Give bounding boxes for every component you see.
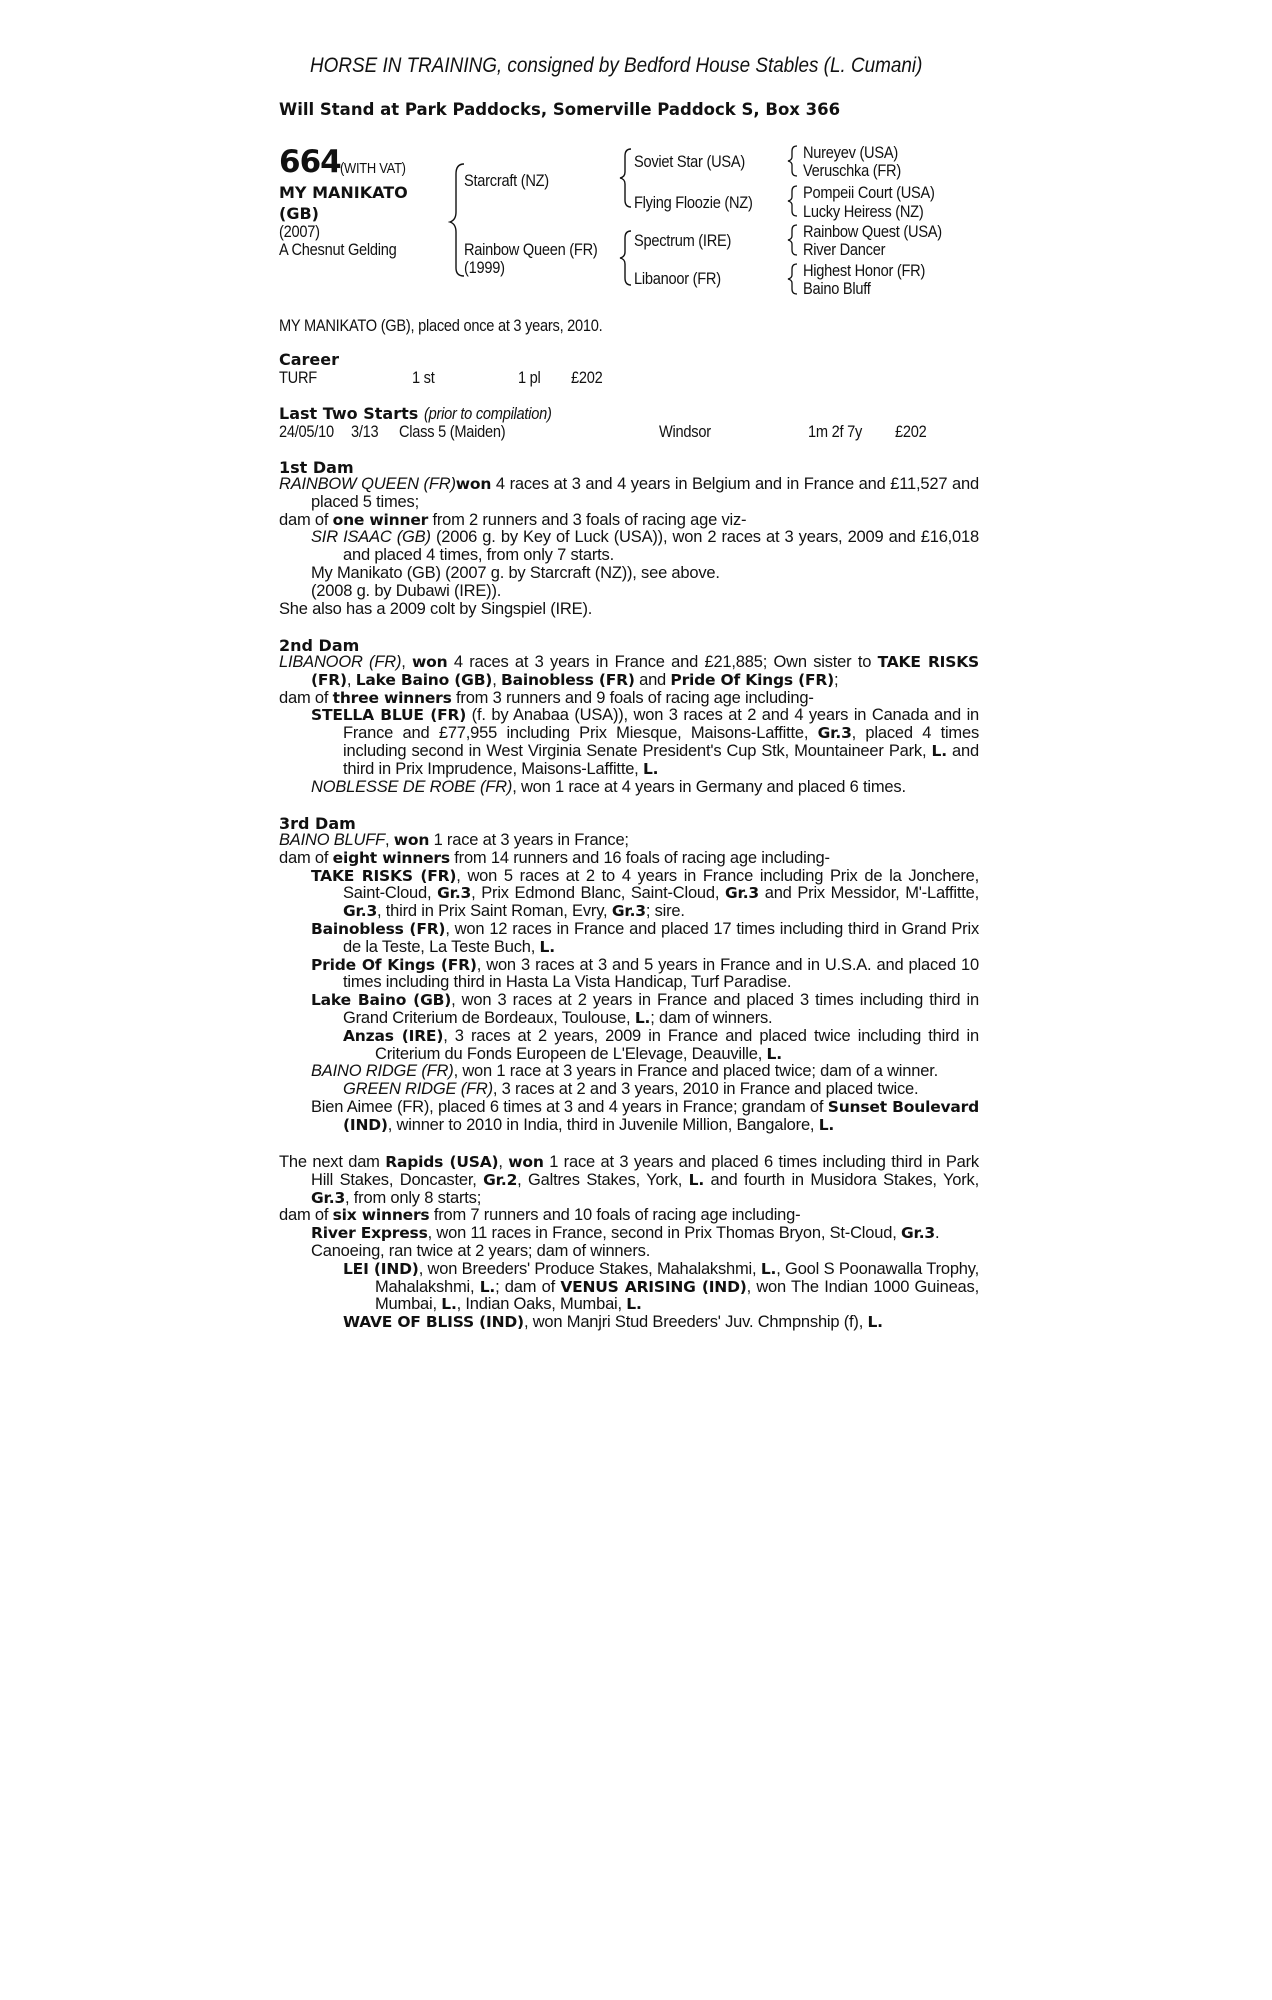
listed: L. — [818, 1115, 835, 1134]
dam2-section — [279, 654, 979, 796]
pedigree-brace-dam — [618, 228, 634, 288]
last-starts-heading: Last Two Starts — [279, 404, 419, 423]
dam3-section — [279, 832, 979, 1135]
dam3-record: BAINO BLUFF, won 1 race at 3 years in France; — [279, 831, 629, 849]
offspring-text: , 3 races at 2 and 3 years, 2010 in France and placed twice. — [492, 1080, 919, 1099]
pedigree-sire-sire: Soviet Star (USA) — [634, 152, 745, 171]
offspring-text: ; dam of winners. — [650, 1008, 773, 1027]
sibling-2: Lake Baino (GB) — [355, 670, 493, 689]
listed: L. — [766, 1044, 782, 1063]
pedigree-g3: Pompeii Court (USA) — [803, 183, 935, 202]
career-placed: 1 pl — [518, 368, 541, 387]
dam2-offspring-1 — [279, 707, 979, 778]
dam1-offspring-1 — [279, 529, 979, 565]
dam3-offspring-4 — [279, 992, 979, 1028]
dam3-produce — [279, 850, 979, 868]
offspring-name: GREEN RIDGE (FR) — [343, 1080, 493, 1099]
dam3-offspring-5 — [279, 1063, 979, 1081]
last-starts-note: (prior to compilation) — [423, 404, 552, 423]
offspring-name: Pride Of Kings (FR) — [311, 955, 477, 974]
sibling-3: Bainobless (FR) — [500, 670, 635, 689]
listed: L. — [688, 1170, 705, 1189]
grade: Gr.3 — [724, 884, 760, 903]
pedigree-brace-g3 — [786, 222, 800, 258]
offspring-name: Bainobless (FR) — [311, 919, 446, 938]
offspring-text: ; dam of — [495, 1277, 561, 1296]
offspring-text: , 3 races at 2 years, 2009 in France and placed twice including third in Criterium du Fonds Europeen de L'Elevage, Deauville, — [375, 1026, 979, 1063]
pedigree-g5: Rainbow Quest (USA) — [803, 222, 942, 241]
dam1-offspring-2: My Manikato (GB) (2007 g. by Starcraft (NZ)), see above. — [311, 563, 720, 582]
offspring-name: TAKE RISKS (FR) — [311, 866, 457, 885]
grade: Gr.3 — [611, 902, 646, 921]
last-starts-title — [279, 404, 572, 424]
next-dam-won: won — [508, 1153, 544, 1171]
dam2-produce — [279, 690, 979, 708]
pedigree-dam: Rainbow Queen (FR) — [464, 240, 598, 259]
offspring-name: WAVE OF BLISS (IND) — [343, 1313, 524, 1332]
career-surface: TURF — [279, 368, 317, 387]
pedigree-g1: Nureyev (USA) — [803, 143, 898, 162]
start-prize: £202 — [895, 422, 927, 441]
vat-note: (WITH VAT) — [340, 160, 406, 177]
dam1-also: She also has a 2009 colt by Singspiel (IRE). — [279, 599, 593, 618]
next-dam-offspring-2: Canoeing, ran twice at 2 years; dam of winners. — [311, 1241, 651, 1260]
offspring-name: Anzas (IRE) — [343, 1026, 444, 1045]
dam3-name: BAINO BLUFF — [279, 831, 385, 849]
dam2-winners: three winners — [332, 688, 452, 707]
separator: ; — [834, 670, 839, 689]
pedigree-brace-g4 — [786, 261, 800, 297]
offspring-text: , won 1 race at 4 years in Germany and placed 6 times. — [512, 777, 906, 796]
pedigree-brace-sire — [618, 146, 634, 210]
listed: L. — [441, 1295, 457, 1314]
grade: Gr.3 — [437, 884, 472, 903]
dam3-offspring-5-produce — [279, 1081, 979, 1099]
dam3-damof: dam of — [279, 848, 333, 867]
offspring-name: Lake Baino (GB) — [311, 991, 452, 1010]
next-dam-section — [279, 1154, 979, 1332]
pedigree-dam-dam: Libanoor (FR) — [634, 269, 721, 288]
offspring-text: , placed 4 times including second in West Virginia Senate President's Cup Stk, Mountaineer Park, — [343, 724, 979, 760]
dam1-produce-text: from 2 runners and 3 foals of racing age viz- — [428, 510, 747, 529]
start-position: 3/13 — [351, 422, 379, 441]
offspring-text: , won 3 races at 2 years in France and placed 3 times including third in Grand Criterium de Bordeaux, Toulouse, — [343, 991, 979, 1027]
dam1-name: RAINBOW QUEEN (FR) — [279, 475, 456, 493]
dam3-produce-text: from 14 runners and 16 foals of racing age including- — [449, 848, 830, 867]
pedigree-g7: Highest Honor (FR) — [803, 261, 926, 280]
page-title: HORSE IN TRAINING, consigned by Bedford House Stables (L. Cumani) — [310, 54, 923, 77]
dam1-produce — [279, 512, 979, 530]
pedigree-dam-sire: Spectrum (IRE) — [634, 231, 732, 250]
next-dam-offspring-1 — [279, 1225, 979, 1243]
dam2-damof: dam of — [279, 688, 333, 707]
listed: L. — [642, 759, 659, 778]
listed: L. — [760, 1259, 777, 1278]
grade: Gr.2 — [483, 1170, 518, 1189]
lot-number: 664 — [279, 144, 341, 180]
dam1-offspring-3: (2008 g. by Dubawi (IRE)). — [311, 581, 502, 600]
separator: , — [346, 670, 356, 689]
listed: L. — [634, 1008, 651, 1027]
offspring-text: , Gool S Poonawalla Trophy, Mahalakshmi, — [375, 1259, 979, 1296]
separator: , — [492, 670, 501, 689]
dam3-title: 3rd Dam — [279, 814, 356, 833]
offspring-text: , won Breeders' Produce Stakes, Mahalakshmi, — [418, 1259, 761, 1278]
offspring-name: SIR ISAAC (GB) — [311, 528, 431, 547]
dam1-winners: one winner — [332, 510, 429, 529]
offspring-text: , won The Indian 1000 Guineas, Mumbai, — [375, 1277, 979, 1314]
separator: and — [634, 670, 671, 689]
dam2-text: 4 races at 3 years in France and £21,885; Own sister to — [447, 653, 878, 671]
dam3-won: won — [393, 831, 430, 849]
next-dam-text: 1 race at 3 years and placed 6 times including third in Park Hill Stakes, Doncaster, — [311, 1153, 979, 1189]
next-dam-text: and fourth in Musidora Stakes, York, — [704, 1170, 979, 1189]
listed: L. — [539, 937, 555, 956]
pedigree-sire: Starcraft (NZ) — [464, 171, 549, 190]
next-dam-offspring-2-produce — [279, 1261, 979, 1314]
offspring-name: NOBLESSE DE ROBE (FR) — [311, 777, 513, 796]
offspring-text: and third in Prix Imprudence, Maisons-Laffitte, — [343, 741, 979, 778]
pedigree-g4: Lucky Heiress (NZ) — [803, 202, 924, 221]
career-earnings: £202 — [571, 368, 603, 387]
dam2-title: 2nd Dam — [279, 636, 360, 655]
offspring-name: STELLA BLUE (FR) — [311, 706, 467, 725]
career-starts: 1 st — [412, 368, 435, 387]
sibling-4: Pride Of Kings (FR) — [670, 670, 835, 689]
next-dam-text: , from only 8 starts; — [345, 1188, 482, 1207]
start-race: Class 5 (Maiden) — [399, 422, 506, 441]
listed: L. — [931, 741, 947, 760]
next-dam-produce — [279, 1207, 979, 1225]
dam3-winners: eight winners — [332, 848, 450, 867]
dam1-title: 1st Dam — [279, 458, 354, 477]
next-dam-intro: The next dam — [279, 1153, 386, 1171]
grade: Gr.3 — [343, 902, 378, 921]
next-dam-record: The next dam Rapids (USA), won 1 race at 3 years and placed 6 times including third in Park Hill Stakes, Doncaster, Gr.2, Galtres Stakes, York, L. and fourth in Musidora Stakes, York, Gr.3, from only 8 starts; — [279, 1153, 979, 1207]
next-dam-text: , Galtres Stakes, York, — [517, 1170, 689, 1189]
sibling-1: TAKE RISKS (FR) — [311, 653, 979, 689]
dam2-won: won — [412, 653, 448, 671]
next-dam-damof: dam of — [279, 1206, 333, 1225]
horse-description: A Chesnut Gelding — [279, 240, 397, 259]
offspring-text: , won 3 races at 3 and 5 years in France and in U.S.A. and placed 10 times including third in Hasta La Vista Handicap, Turf Paradise. — [343, 955, 979, 992]
horse-name-line2: (GB) — [279, 204, 319, 223]
horse-name-line1: MY MANIKATO — [279, 183, 408, 202]
offspring-name: LEI (IND) — [343, 1259, 419, 1278]
dam1-damof: dam of — [279, 510, 333, 529]
listed: L. — [479, 1277, 496, 1296]
dam3-text: 1 race at 3 years in France; — [429, 831, 629, 849]
next-dam-winners: six winners — [332, 1206, 430, 1225]
offspring-text: , won Manjri Stud Breeders' Juv. Chmpnship (f), — [523, 1313, 868, 1332]
pedigree-sire-dam: Flying Floozie (NZ) — [634, 193, 753, 212]
offspring-text: , Indian Oaks, Mumbai, — [456, 1295, 627, 1314]
pedigree-g8: Baino Bluff — [803, 279, 871, 298]
offspring-text: , winner to 2010 in India, third in Juvenile Million, Bangalore, — [387, 1115, 819, 1134]
pedigree-g6: River Dancer — [803, 240, 886, 259]
stand-location: Will Stand at Park Paddocks, Somerville Paddock S, Box 366 — [279, 100, 841, 119]
offspring-name: BAINO RIDGE (FR) — [311, 1062, 454, 1081]
pedigree-brace-g2 — [786, 183, 800, 219]
next-dam-offspring-3 — [279, 1314, 979, 1332]
horse-name — [279, 182, 429, 224]
dam1-won: won — [455, 475, 492, 493]
offspring-text: , won 5 races at 2 to 4 years in France including Prix de la Jonchere, Saint-Cloud, — [343, 866, 979, 903]
dam1-record — [279, 476, 979, 512]
offspring-text: , won 1 race at 3 years in France and placed twice; dam of a winner. — [453, 1062, 938, 1081]
dam3-offspring-6 — [279, 1099, 979, 1135]
listed: L. — [867, 1313, 883, 1332]
offspring-name: River Express — [311, 1224, 428, 1243]
offspring-name: Sunset Boulevard (IND) — [343, 1097, 980, 1134]
start-date: 24/05/10 — [279, 422, 334, 441]
grade: Gr.3 — [900, 1224, 935, 1243]
next-dam-name: Rapids (USA) — [385, 1153, 499, 1171]
offspring-text: ; sire. — [645, 902, 685, 921]
pedigree-brace-g1 — [786, 143, 800, 179]
next-dam-produce-text: from 7 runners and 10 foals of racing age including- — [429, 1206, 801, 1225]
pedigree-g2: Veruschka (FR) — [803, 161, 901, 180]
dam3-offspring-4-produce — [279, 1028, 979, 1064]
start-course: Windsor — [659, 422, 711, 441]
offspring-text: . — [935, 1224, 940, 1243]
offspring-text: (2006 g. by Key of Luck (USA)), won 2 races at 3 years, 2009 and £16,018 and placed 4 times, from only 7 starts. — [343, 528, 979, 565]
offspring-text: , Prix Edmond Blanc, Saint-Cloud, — [471, 884, 725, 903]
dam3-offspring-3 — [279, 957, 979, 993]
dam2-name: LIBANOOR (FR) — [279, 653, 402, 671]
offspring-text: , won 11 races in France, second in Prix Thomas Bryon, St-Cloud, — [427, 1224, 901, 1243]
dam3-offspring-2 — [279, 921, 979, 957]
offspring-text: and Prix Messidor, M'-Laffitte, — [759, 884, 979, 903]
offspring-text: , won 12 races in France and placed 17 times including third in Grand Prix de la Teste, La Teste Buch, — [343, 919, 979, 956]
dam2-produce-text: from 3 runners and 9 foals of racing age including- — [451, 688, 814, 707]
offspring-text: Bien Aimee (FR), placed 6 times at 3 and 4 years in France; grandam of — [311, 1097, 828, 1116]
listed: L. — [626, 1295, 642, 1314]
dam2-record: LIBANOOR (FR), won 4 races at 3 years in France and £21,885; Own sister to TAKE RISKS (FR), Lake Baino (GB), Bainobless (FR) and Pride Of Kings (FR); — [279, 653, 979, 689]
horse-year: (2007) — [279, 222, 320, 241]
grade: Gr.3 — [311, 1188, 346, 1207]
dam1-text: 4 races at 3 and 4 years in Belgium and in France and £11,527 and placed 5 times; — [311, 475, 979, 511]
dam1-section — [279, 476, 979, 618]
start-distance: 1m 2f 7y — [808, 422, 863, 441]
career-title: Career — [279, 350, 340, 369]
horse-summary: MY MANIKATO (GB), placed once at 3 years, 2010. — [279, 316, 603, 335]
grade: Gr.3 — [817, 724, 852, 743]
dam2-offspring-2 — [279, 779, 979, 797]
pedigree-dam-year: (1999) — [464, 258, 505, 277]
offspring-text: (f. by Anabaa (USA)), won 3 races at 2 and 4 years in Canada and in France and £77,955 including Prix Miesque, Maisons-Laffitte, — [343, 706, 980, 743]
dam3-offspring-1 — [279, 868, 979, 921]
offspring-text: , third in Prix Saint Roman, Evry, — [377, 902, 612, 921]
offspring-name: VENUS ARISING (IND) — [560, 1277, 747, 1296]
